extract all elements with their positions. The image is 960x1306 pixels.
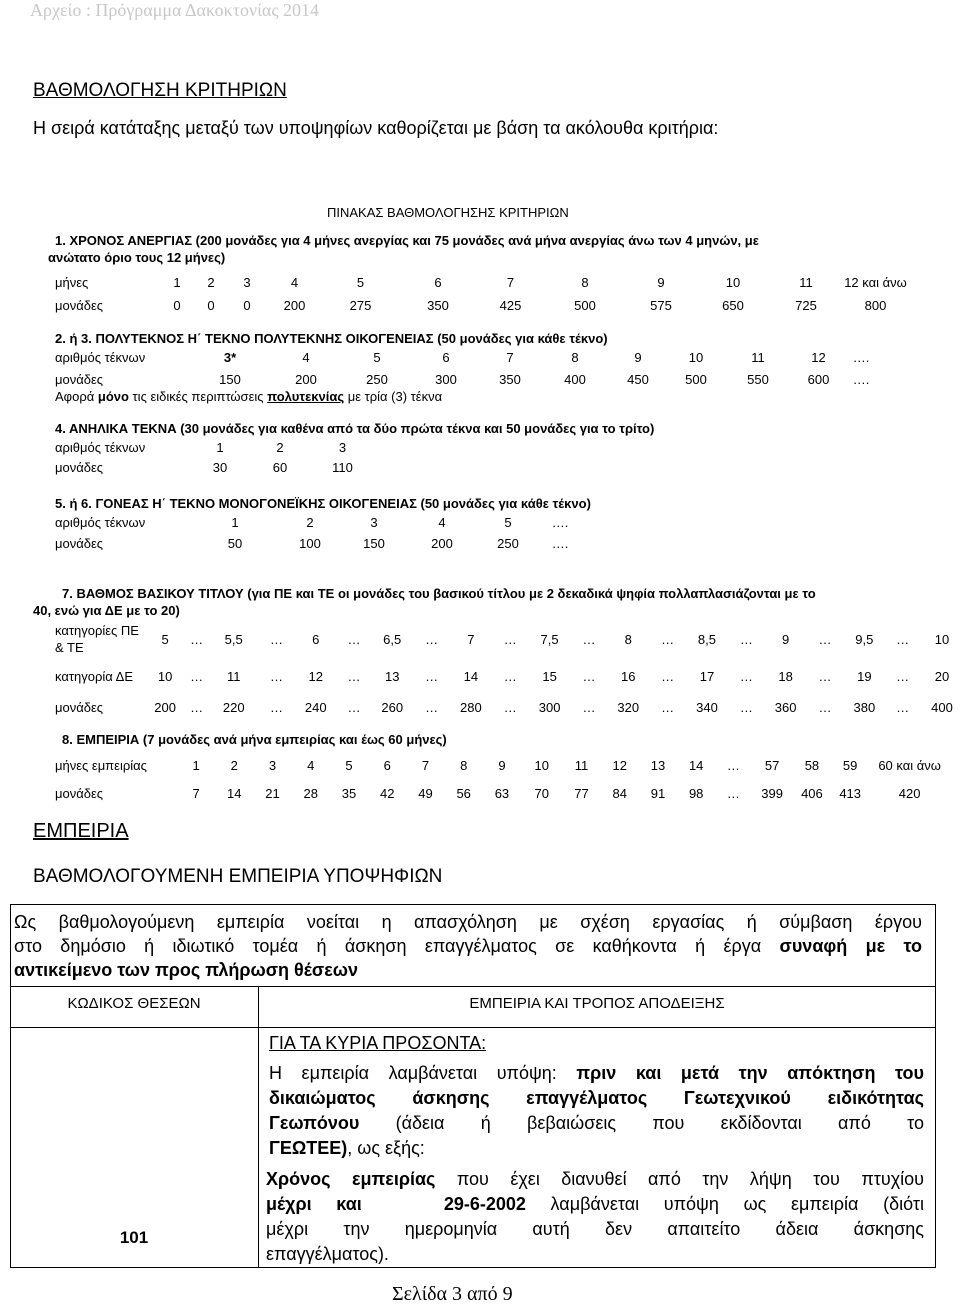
table-cell: …: [503, 668, 517, 684]
criterion-8-title: 8. ΕΜΠΕΙΡΙΑ (7 μονάδες ανά μήνα εμπειρίας και έως 60 μήνες): [62, 732, 447, 747]
table-cell: ….: [551, 535, 569, 551]
table-cell: …: [190, 668, 204, 684]
table-cell: 5,5: [224, 631, 243, 647]
table-cell: …: [425, 631, 439, 647]
table-cell: 11: [799, 275, 813, 290]
table-cell: …: [661, 699, 675, 715]
paragraph-line: μέχρι την ημερομηνία αυτή δεν απαιτείτο άδεια άσκησης: [266, 1219, 924, 1239]
category-pe-te-row: [55, 621, 960, 657]
table-cell: 350: [427, 298, 449, 313]
page-number: Σελίδα 3 από 9: [392, 1283, 513, 1305]
table-cell: 14: [688, 757, 704, 773]
row-label: μονάδες: [55, 459, 104, 475]
points-row: [55, 294, 910, 317]
row-label: αριθμός τέκνων: [55, 349, 146, 365]
paragraph-line: [266, 1192, 924, 1217]
table-cell: 6: [434, 275, 442, 290]
table-cell: 150: [219, 371, 241, 387]
table-cell: 15: [542, 668, 557, 684]
table-cell: …: [582, 631, 596, 647]
table-cell: 6,5: [383, 631, 402, 647]
table-cell: 8: [624, 631, 632, 647]
paragraph-emphasis: πριν και μετά την απόκτηση του: [576, 1063, 924, 1083]
row-label: μονάδες: [55, 699, 104, 715]
paragraph-line: [266, 1167, 924, 1192]
definition-emphasis: συναφή με το: [779, 936, 922, 956]
table-cell: 57: [764, 757, 780, 773]
table-cell: …: [661, 668, 675, 684]
row-label: αριθμός τέκνων: [55, 439, 146, 455]
row-label: μήνες εμπειρίας: [55, 757, 147, 773]
table-cell: …: [818, 631, 832, 647]
table-cell: 110: [332, 459, 353, 475]
definition-line: Ως βαθμολογούμενη εμπειρία νοείται η απασχόληση με σχέση εργασίας ή σύμβαση έργου: [14, 912, 922, 932]
table-cell: 0: [173, 298, 181, 313]
table-cell: 3: [243, 275, 251, 290]
paragraph-text: λαμβάνεται υπόψη ως εμπειρία (διότι: [525, 1194, 924, 1214]
table-cell: ….: [852, 349, 870, 365]
row-label: κατηγορία ΔΕ: [55, 668, 133, 684]
table-cell: 406: [801, 785, 823, 801]
table-cell: 275: [349, 298, 372, 313]
page-title: ΒΑΘΜΟΛΟΓΗΣΗ ΚΡΙΤΗΡΙΩΝ: [33, 80, 287, 101]
table-cell: 6: [383, 757, 391, 773]
table-cell: 17: [699, 668, 715, 684]
table-cell: 58: [804, 757, 820, 773]
table-cell: 30: [212, 459, 228, 475]
paragraph-emphasis: Χρόνος εμπειρίας: [266, 1169, 436, 1189]
table-cell: 59: [842, 757, 858, 773]
criterion-4-table: [55, 437, 375, 477]
table-cell: 12 και άνω: [844, 275, 907, 290]
table-cell: 5: [161, 631, 169, 647]
table-cell: 240: [304, 699, 327, 715]
table-cell: 4: [307, 757, 315, 773]
criterion-1-title-cont: ανώτατο όριο τους 12 μήνες): [48, 250, 226, 265]
table-cell: …: [739, 699, 753, 715]
table-cell: 12: [612, 757, 627, 773]
table-cell: …: [818, 699, 832, 715]
table-cell: 6: [312, 631, 320, 647]
criterion-2-table: [55, 346, 875, 390]
table-cell: 0: [243, 298, 251, 313]
criterion-7-title: 7. ΒΑΘΜΟΣ ΒΑΣΙΚΟΥ ΤΙΤΛΟΥ (για ΠΕ και ΤΕ οι μονάδες του βασικού τίτλου με 2 δεκαδικά ψηφία πολλαπλασιάζονται με το: [62, 586, 816, 601]
table-cell: 500: [685, 371, 707, 387]
section-subheading: ΒΑΘΜΟΛΟΓΟΥΜΕΝΗ ΕΜΠΕΙΡΙΑ ΥΠΟΨΗΦΙΩΝ: [33, 866, 443, 887]
table-cell: 10: [688, 349, 704, 365]
table-cell: 42: [379, 785, 395, 801]
table-cell: 250: [497, 535, 519, 551]
row-label: μονάδες: [55, 535, 104, 551]
intro-text: Η σειρά κατάταξης μεταξύ των υποψηφίων καθορίζεται με βάση τα ακόλουθα κριτήρια:: [33, 118, 719, 138]
table-cell: 3: [370, 514, 378, 530]
table-cell: 360: [774, 699, 797, 715]
paragraph-emphasis: μέχρι και: [266, 1194, 362, 1214]
table-cell: …: [739, 668, 753, 684]
table-cell: …: [503, 631, 517, 647]
table-cell: 2: [207, 275, 215, 290]
table-cell: 575: [650, 298, 672, 313]
table-cell: 12: [308, 668, 324, 684]
table-cell: 425: [499, 298, 522, 313]
table-cell: 14: [227, 785, 242, 801]
points-row: [55, 695, 960, 719]
table-cell: 84: [612, 785, 627, 801]
table-cell: 70: [534, 785, 549, 801]
table-cell: 98: [688, 785, 704, 801]
table-cell: 350: [499, 371, 521, 387]
table-title: ΠΙΝΑΚΑΣ ΒΑΘΜΟΛΟΓΗΣΗΣ ΚΡΙΤΗΡΙΩΝ: [327, 205, 569, 220]
table-cell: 260: [381, 699, 404, 715]
table-cell: 35: [341, 785, 357, 801]
points-row: [55, 368, 875, 390]
table-cell: 200: [431, 535, 453, 551]
table-cell: 50: [227, 535, 243, 551]
table-cell: …: [739, 631, 753, 647]
table-cell: 21: [265, 785, 280, 801]
table-cell: …: [425, 699, 439, 715]
criterion-4-title: 4. ΑΝΗΛΙΚΑ ΤΕΚΝΑ (30 μονάδες για καθένα από τα δύο πρώτα τέκνα και 50 μονάδες για το τρίτο): [55, 421, 655, 436]
table-cell: 9: [634, 349, 642, 365]
row-label: κατηγορίες ΠΕ & ΤΕ: [55, 623, 139, 655]
section-heading: ΕΜΠΕΙΡΙΑ: [33, 820, 129, 842]
table-cell: 1: [231, 514, 239, 530]
row-label: μονάδες: [55, 785, 104, 801]
criterion-7-title-cont: 40, ενώ για ΔΕ με το 20): [33, 603, 180, 618]
table-cell: 600: [807, 371, 830, 387]
table-cell: 800: [864, 298, 887, 313]
table-cell: …: [726, 757, 740, 773]
paragraph-line: [269, 1136, 924, 1161]
column-divider: [258, 986, 259, 1268]
criterion-7-table: [55, 621, 960, 719]
table-cell: 7: [192, 785, 200, 801]
table-cell: 14: [463, 668, 479, 684]
table-cell: 5: [373, 349, 381, 365]
table-cell: 7: [506, 349, 514, 365]
table-cell: 9: [782, 631, 790, 647]
table-cell: 0: [207, 298, 215, 313]
paragraph-emphasis: Γεωπόνου: [269, 1113, 360, 1133]
table-cell: 8: [460, 757, 468, 773]
experience-paragraph-1: [269, 1061, 924, 1161]
table-cell: 28: [303, 785, 318, 801]
criterion-1-table: [55, 271, 910, 317]
table-cell: 10: [157, 668, 173, 684]
definition-text: [14, 910, 922, 982]
note-emphasis: πολυτεκνίας: [267, 389, 345, 404]
table-cell: 725: [795, 298, 817, 313]
table-cell: 1: [216, 439, 224, 455]
paragraph-line: επαγγέλματος).: [266, 1244, 389, 1264]
paragraph-line: δικαιώματος άσκησης επαγγέλματος Γεωτεχνικού ειδικότητας: [269, 1088, 924, 1108]
definition-line: [14, 934, 922, 958]
table-cell: 11: [574, 757, 589, 773]
table-cell: 3*: [223, 349, 237, 365]
table-cell: 91: [650, 785, 666, 801]
table-cell: …: [818, 668, 832, 684]
table-cell: 450: [627, 371, 649, 387]
table-cell: 300: [435, 371, 457, 387]
table-cell: 2: [230, 757, 238, 773]
table-cell: 550: [747, 371, 769, 387]
table-cell: 9: [657, 275, 665, 290]
table-cell: 19: [857, 668, 872, 684]
paragraph-line: [269, 1061, 924, 1086]
paragraph-emphasis: ΓΕΩΤΕΕ): [269, 1138, 348, 1158]
table-cell: 5: [345, 757, 353, 773]
table-cell: 1: [192, 757, 200, 773]
table-cell: 8: [571, 349, 579, 365]
table-cell: 12: [811, 349, 826, 365]
table-cell: …: [190, 631, 204, 647]
table-cell: 20: [934, 668, 950, 684]
table-cell: 9: [498, 757, 506, 773]
row-label: αριθμός τέκνων: [55, 514, 146, 530]
paragraph-line: [269, 1111, 924, 1136]
document-header: Αρχείο : Πρόγραμμα Δακοκτονίας 2014: [30, 0, 319, 20]
table-cell: …: [503, 699, 517, 715]
table-cell: …: [347, 699, 361, 715]
table-cell: …: [269, 699, 283, 715]
note-text: Αφορά: [55, 389, 98, 404]
definition-text-part: στο δημόσιο ή ιδιωτικό τομέα ή άσκηση επαγγέλματος σε καθήκοντα ή έργα: [14, 936, 780, 956]
table-cell: 250: [366, 371, 388, 387]
table-cell: 60: [272, 459, 288, 475]
experience-paragraph-2: [266, 1167, 924, 1267]
table-cell: 300: [538, 699, 561, 715]
table-cell: 9,5: [855, 631, 874, 647]
table-cell: 7: [421, 757, 430, 773]
table-cell: 13: [650, 757, 666, 773]
col-header-experience: ΕΜΠΕΙΡΙΑ ΚΑΙ ΤΡΟΠΟΣ ΑΠΟΔΕΙΞΗΣ: [469, 995, 725, 1012]
paragraph-text: (άδεια ή βεβαιώσεις που εκδίδονται από το: [359, 1113, 924, 1133]
table-cell: 11: [226, 668, 241, 684]
note-text: με τρία (3) τέκνα: [344, 389, 443, 404]
table-cell: 63: [494, 785, 510, 801]
table-cell: …: [269, 631, 283, 647]
table-cell: 420: [898, 785, 921, 801]
paragraph-emphasis: 29-6-2002: [443, 1194, 526, 1214]
table-cell: …: [726, 785, 740, 801]
table-cell: 10: [934, 631, 950, 647]
table-cell: 13: [384, 668, 400, 684]
row-label: μονάδες: [55, 371, 104, 387]
table-cell: 3: [268, 757, 277, 773]
table-cell: 3: [338, 439, 347, 455]
paragraph-text: που έχει διανυθεί από την λήψη του πτυχίου: [435, 1169, 924, 1189]
table-cell: ….: [551, 514, 569, 530]
table-cell: ….: [852, 371, 870, 387]
table-cell: 400: [564, 371, 586, 387]
row-label: μήνες: [55, 275, 89, 290]
table-cell: 280: [460, 699, 482, 715]
table-cell: 200: [295, 371, 317, 387]
table-cell: …: [896, 668, 910, 684]
table-cell: 8: [581, 275, 589, 290]
table-cell: …: [661, 631, 675, 647]
table-cell: 5: [356, 275, 365, 290]
table-cell: 60 και άνω: [878, 757, 941, 773]
table-cell: 400: [931, 699, 953, 715]
table-cell: 56: [456, 785, 471, 801]
table-cell: 4: [438, 514, 446, 530]
col-header-code: ΚΩΔΙΚΟΣ ΘΕΣΕΩΝ: [67, 995, 201, 1012]
table-cell: 200: [283, 298, 306, 313]
table-cell: 7: [467, 631, 475, 647]
table-cell: 650: [722, 298, 744, 313]
table-cell: 2: [306, 514, 314, 530]
table-cell: 340: [696, 699, 718, 715]
table-cell: 10: [534, 757, 549, 773]
table-cell: 220: [222, 699, 245, 715]
table-cell: 16: [621, 668, 636, 684]
paragraph-text: Η εμπειρία λαμβάνεται υπόψη:: [269, 1063, 577, 1083]
main-qualifications-heading: ΓΙΑ ΤΑ ΚΥΡΙΑ ΠΡΟΣΟΝΤΑ:: [269, 1033, 487, 1053]
table-cell: 1: [173, 275, 181, 290]
children-row: [55, 512, 580, 532]
table-cell: 7: [506, 275, 515, 290]
table-cell: …: [582, 668, 596, 684]
criterion-2-note: [55, 389, 442, 404]
table-cell: 500: [574, 298, 596, 313]
table-cell: 7,5: [540, 631, 559, 647]
table-cell: …: [896, 699, 910, 715]
criterion-2-title: 2. ή 3. ΠΟΛΥΤΕΚΝΟΣ Η΄ ΤΕΚΝΟ ΠΟΛΥΤΕΚΝΗΣ ΟΙΚΟΓΕΝΕΙΑΣ (50 μονάδες για κάθε τέκνο): [55, 331, 608, 346]
table-cell: …: [425, 668, 439, 684]
criterion-5-title: 5. ή 6. ΓΟΝΕΑΣ Η΄ ΤΕΚΝΟ ΜΟΝΟΓΟΝΕΪΚΗΣ ΟΙΚΟΓΕΝΕΙΑΣ (50 μονάδες για κάθε τέκνο): [55, 496, 591, 511]
criterion-1-title: 1. ΧΡΟΝΟΣ ΑΝΕΡΓΙΑΣ (200 μονάδες για 4 μήνες ανεργίας και 75 μονάδες ανά μήνα ανεργίας άνω των 4 μηνών, με: [55, 233, 759, 248]
table-cell: 10: [725, 275, 741, 290]
table-cell: 150: [363, 535, 385, 551]
table-cell: 49: [418, 785, 433, 801]
table-cell: 4: [290, 275, 299, 290]
position-code: 101: [119, 1228, 149, 1247]
table-cell: 11: [751, 349, 765, 365]
table-cell: …: [269, 668, 283, 684]
table-cell: 18: [778, 668, 793, 684]
paragraph-text: , ως εξής:: [347, 1138, 425, 1158]
table-cell: 2: [276, 439, 284, 455]
children-row: [55, 437, 375, 457]
points-row: [55, 532, 580, 554]
points-row: [55, 782, 950, 804]
points-row: [55, 457, 375, 477]
definition-line: αντικείμενο των προς πλήρωση θέσεων: [14, 960, 358, 980]
months-row: [55, 748, 950, 782]
months-row: [55, 271, 910, 294]
table-cell: 5: [504, 514, 512, 530]
note-text: τις ειδικές περιπτώσεις: [128, 389, 268, 404]
table-cell: 6: [442, 349, 450, 365]
table-cell: 413: [839, 785, 862, 801]
table-cell: 77: [574, 785, 589, 801]
children-row: [55, 346, 875, 368]
table-cell: …: [582, 699, 596, 715]
table-cell: 100: [299, 535, 321, 551]
table-cell: …: [347, 631, 361, 647]
criterion-8-table: [55, 748, 950, 804]
table-cell: …: [190, 699, 204, 715]
table-cell: …: [896, 631, 910, 647]
table-cell: 8,5: [697, 631, 716, 647]
note-emphasis: μόνο: [97, 389, 129, 404]
header-divider: [10, 1027, 936, 1028]
table-cell: 4: [302, 349, 310, 365]
table-cell: 200: [154, 699, 176, 715]
table-cell: …: [347, 668, 361, 684]
table-cell: 320: [617, 699, 640, 715]
table-cell: 399: [761, 785, 783, 801]
row-label: μονάδες: [55, 298, 104, 313]
category-de-row: [55, 657, 960, 695]
table-cell: 380: [853, 699, 876, 715]
criterion-5-table: [55, 512, 580, 554]
